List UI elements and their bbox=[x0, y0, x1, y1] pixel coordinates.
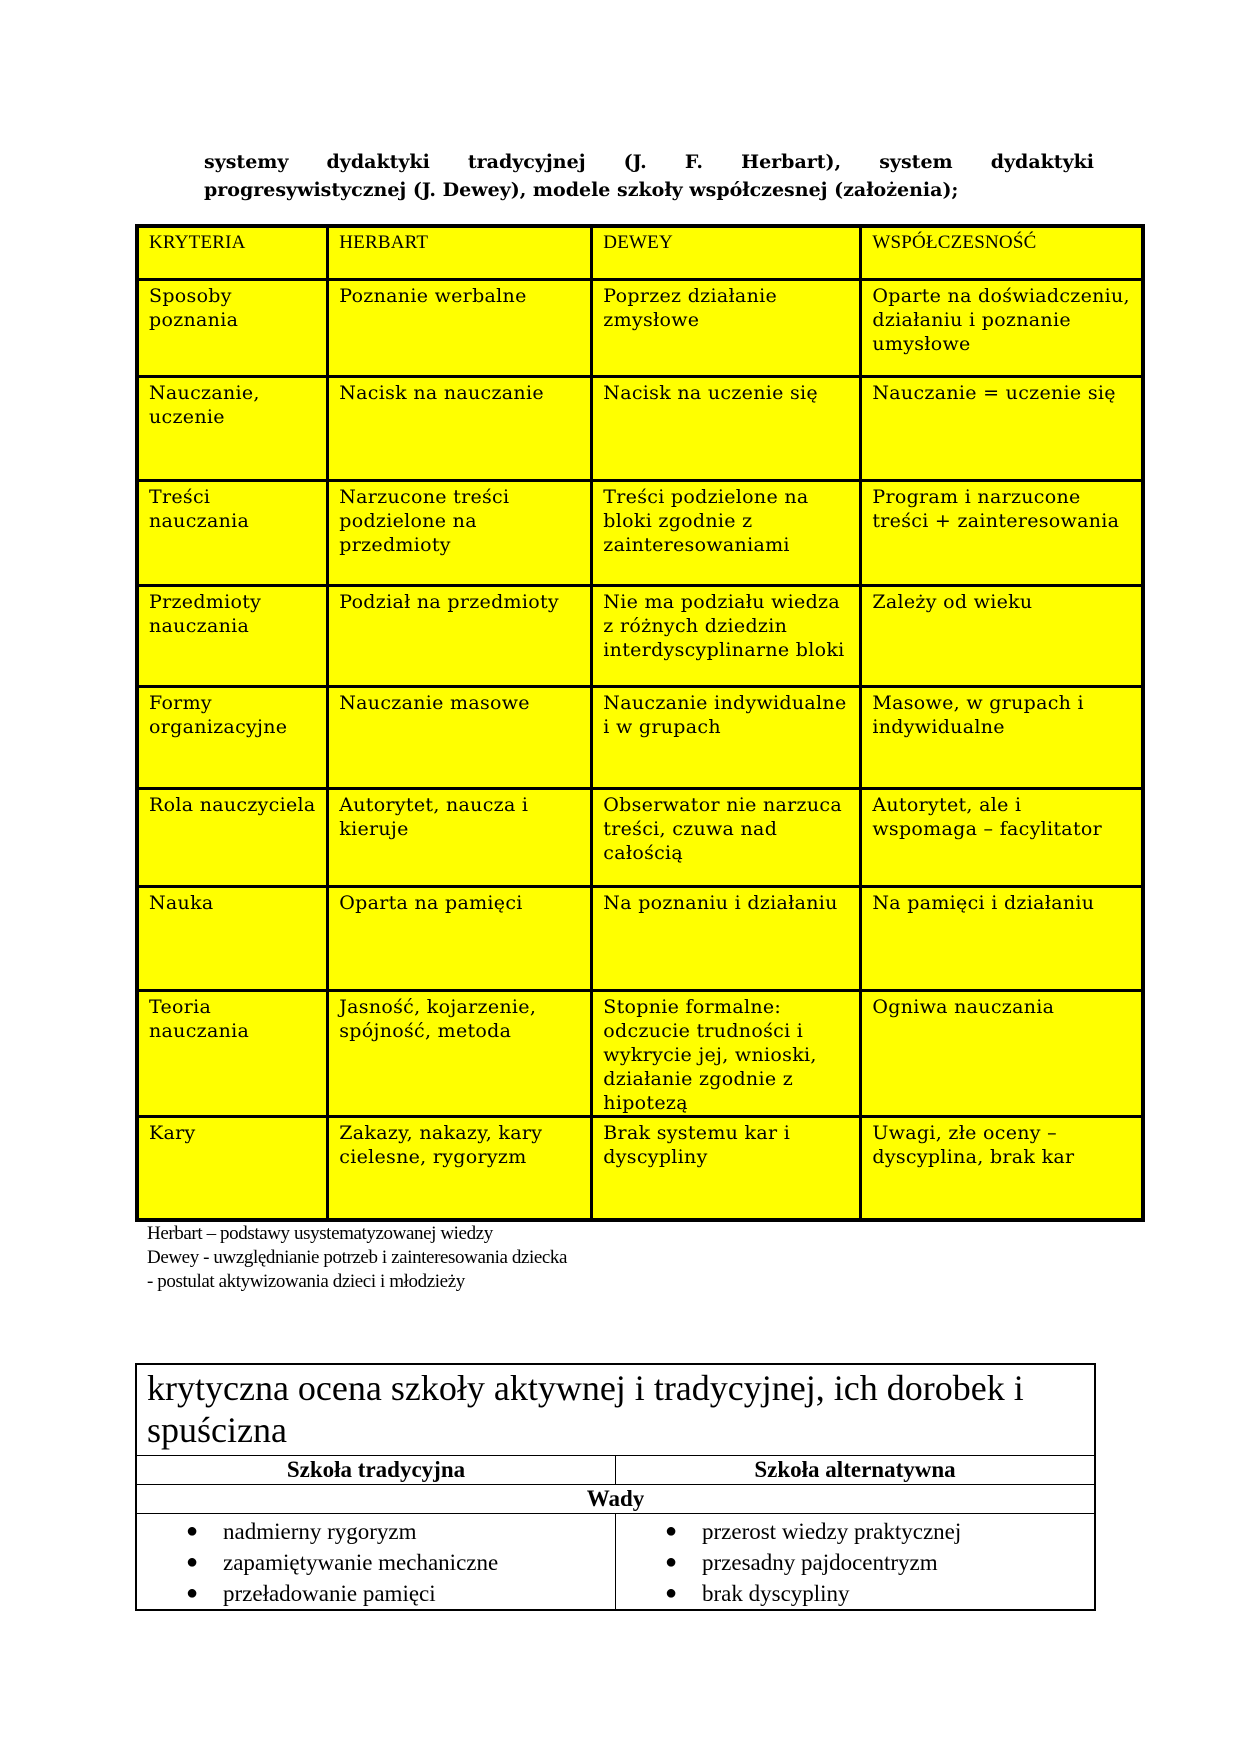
bullet-icon: ● bbox=[186, 1582, 199, 1604]
list-item bbox=[616, 1516, 1094, 1547]
criterion-cell: Formy organizacyjne bbox=[137, 686, 328, 788]
dewey-cell: Nacisk na uczenie się bbox=[592, 376, 861, 480]
contemporary-cell: Zależy od wieku bbox=[861, 585, 1143, 686]
list-item-text: brak dyscypliny bbox=[702, 1581, 850, 1606]
contemporary-cell: Program i narzucone treści + zainteresowania bbox=[861, 480, 1143, 585]
column-header-traditional: Szkoła tradycyjna bbox=[136, 1456, 616, 1485]
list-item bbox=[137, 1547, 615, 1578]
page-heading bbox=[204, 148, 1094, 204]
list-item bbox=[137, 1578, 615, 1609]
criterion-cell: Kary bbox=[137, 1116, 328, 1220]
dewey-cell: Nie ma podziału wiedza z różnych dziedzin interdyscyplinarne bloki bbox=[592, 585, 861, 686]
criterion-cell: Teoria nauczania bbox=[137, 990, 328, 1116]
criterion-cell: Przedmioty nauczania bbox=[137, 585, 328, 686]
contemporary-cell: Nauczanie = uczenie się bbox=[861, 376, 1143, 480]
table-row bbox=[137, 1116, 1143, 1220]
table-row bbox=[137, 279, 1143, 376]
contemporary-cell: Masowe, w grupach i indywidualne bbox=[861, 686, 1143, 788]
note-line: Dewey - uwzględnianie potrzeb i zainteresowania dziecka bbox=[147, 1247, 568, 1268]
alternative-flaws-cell bbox=[616, 1514, 1096, 1611]
bullet-icon: ● bbox=[665, 1520, 678, 1542]
herbart-cell: Poznanie werbalne bbox=[328, 279, 592, 376]
herbart-cell: Narzucone treści podzielone na przedmioty bbox=[328, 480, 592, 585]
heading-line-1: systemy dydaktyki tradycyjnej (J. F. Herbart), system dydaktyki bbox=[204, 151, 1094, 173]
critique-title: krytyczna ocena szkoły aktywnej i tradycyjnej, ich dorobek i spuścizna bbox=[136, 1364, 1095, 1456]
dewey-cell: Brak systemu kar i dyscypliny bbox=[592, 1116, 861, 1220]
list-item-text: zapamiętywanie mechaniczne bbox=[223, 1550, 499, 1575]
herbart-cell: Zakazy, nakazy, kary cielesne, rygoryzm bbox=[328, 1116, 592, 1220]
table-row bbox=[137, 686, 1143, 788]
criterion-cell: Treści nauczania bbox=[137, 480, 328, 585]
table-row bbox=[137, 788, 1143, 886]
herbart-cell: Nacisk na nauczanie bbox=[328, 376, 592, 480]
list-item-text: przerost wiedzy praktycznej bbox=[702, 1519, 962, 1544]
list-item-text: przeładowanie pamięci bbox=[223, 1581, 436, 1606]
criterion-cell: Sposoby poznania bbox=[137, 279, 328, 376]
bullet-icon: ● bbox=[665, 1551, 678, 1573]
contemporary-cell: Oparte na doświadczeniu, działaniu i poznanie umysłowe bbox=[861, 279, 1143, 376]
heading-line-2: progresywistycznej (J. Dewey), modele szkoły współczesnej (założenia); bbox=[204, 179, 959, 201]
herbart-cell: Autorytet, naucza i kieruje bbox=[328, 788, 592, 886]
contemporary-cell: Ogniwa nauczania bbox=[861, 990, 1143, 1116]
table-row bbox=[137, 585, 1143, 686]
list-item bbox=[616, 1578, 1094, 1609]
dewey-cell: Treści podzielone na bloki zgodnie z zainteresowaniami bbox=[592, 480, 861, 585]
criterion-cell: Nauka bbox=[137, 886, 328, 990]
alternative-flaws-list bbox=[616, 1514, 1094, 1609]
notes bbox=[147, 1222, 847, 1294]
list-item bbox=[137, 1516, 615, 1547]
table-row bbox=[137, 990, 1143, 1116]
herbart-cell: Jasność, kojarzenie, spójność, metoda bbox=[328, 990, 592, 1116]
critique-table bbox=[135, 1363, 1096, 1611]
section-header-wady: Wady bbox=[136, 1485, 1095, 1514]
dewey-cell: Poprzez działanie zmysłowe bbox=[592, 279, 861, 376]
note-line: Herbart – podstawy usystematyzowanej wiedzy bbox=[147, 1223, 493, 1244]
contemporary-cell: Autorytet, ale i wspomaga – facylitator bbox=[861, 788, 1143, 886]
traditional-flaws-cell bbox=[136, 1514, 616, 1611]
dewey-cell: Obserwator nie narzuca treści, czuwa nad całością bbox=[592, 788, 861, 886]
table-header-row bbox=[137, 226, 1143, 279]
contemporary-cell: Na pamięci i działaniu bbox=[861, 886, 1143, 990]
herbart-cell: Oparta na pamięci bbox=[328, 886, 592, 990]
column-header-alternative: Szkoła alternatywna bbox=[616, 1456, 1096, 1485]
bullet-icon: ● bbox=[186, 1520, 199, 1542]
criterion-cell: Rola nauczyciela bbox=[137, 788, 328, 886]
dewey-cell: Nauczanie indywidualne i w grupach bbox=[592, 686, 861, 788]
traditional-flaws-list bbox=[137, 1514, 615, 1609]
criterion-cell: Nauczanie, uczenie bbox=[137, 376, 328, 480]
note-line: - postulat aktywizowania dzieci i młodzieży bbox=[147, 1271, 465, 1292]
table-row bbox=[137, 886, 1143, 990]
table-row bbox=[137, 376, 1143, 480]
list-item-text: przesadny pajdocentryzm bbox=[702, 1550, 938, 1575]
contemporary-cell: Uwagi, złe oceny – dyscyplina, brak kar bbox=[861, 1116, 1143, 1220]
bullet-icon: ● bbox=[665, 1582, 678, 1604]
column-header: DEWEY bbox=[592, 226, 861, 279]
dewey-cell: Na poznaniu i działaniu bbox=[592, 886, 861, 990]
list-item bbox=[616, 1547, 1094, 1578]
column-header: WSPÓŁCZESNOŚĆ bbox=[861, 226, 1143, 279]
table-row bbox=[137, 480, 1143, 585]
bullet-icon: ● bbox=[186, 1551, 199, 1573]
list-item-text: nadmierny rygoryzm bbox=[223, 1519, 417, 1544]
herbart-cell: Podział na przedmioty bbox=[328, 585, 592, 686]
comparison-table bbox=[135, 224, 1145, 1222]
column-header: HERBART bbox=[328, 226, 592, 279]
column-header: KRYTERIA bbox=[137, 226, 328, 279]
herbart-cell: Nauczanie masowe bbox=[328, 686, 592, 788]
dewey-cell: Stopnie formalne: odczucie trudności i wykrycie jej, wnioski, działanie zgodnie z hipotezą bbox=[592, 990, 861, 1116]
